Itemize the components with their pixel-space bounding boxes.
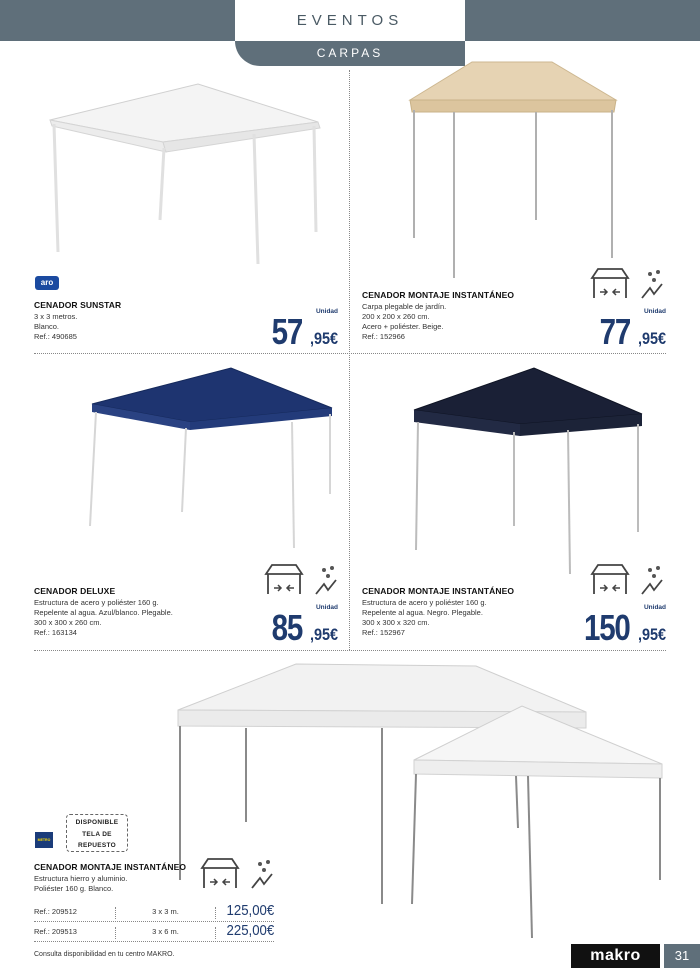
page-header xyxy=(0,0,700,66)
ref-size: 3 x 3 m. xyxy=(116,907,216,919)
product-detail: Estructura de acero y poliéster 160 g. xyxy=(362,598,487,607)
tent-image-white-large xyxy=(176,660,666,940)
product-icons-3 xyxy=(262,562,342,602)
water-repellent-icon xyxy=(642,270,662,298)
product-detail: 300 x 300 x 260 cm. xyxy=(34,618,102,627)
product-info-2 xyxy=(362,290,582,342)
price-tag-2 xyxy=(560,308,666,352)
product-icons-2 xyxy=(588,266,668,306)
product-icons-4 xyxy=(588,562,668,602)
folding-tent-icon xyxy=(592,269,628,298)
folding-tent-icon xyxy=(592,565,628,594)
product-detail: Estructura hierro y aluminio. xyxy=(34,874,128,883)
price-unit: Unidad xyxy=(315,604,338,611)
tent-image-white-gazebo xyxy=(48,82,328,272)
product-detail: Ref.: 152967 xyxy=(362,628,405,637)
product-name: CENADOR DELUXE xyxy=(34,586,116,596)
section-subtitle: CARPAS xyxy=(316,46,384,60)
price-tag-3 xyxy=(240,604,338,648)
water-repellent-icon xyxy=(252,860,272,888)
product-name: CENADOR MONTAJE INSTANTÁNEO xyxy=(34,862,187,872)
ref-code: Ref.: 209512 xyxy=(34,907,116,919)
stamp-line: REPUESTO xyxy=(77,842,117,849)
column-divider xyxy=(349,70,350,650)
reference-table xyxy=(34,902,274,942)
price-unit: Unidad xyxy=(315,308,338,315)
ref-size: 3 x 6 m. xyxy=(116,927,216,939)
water-repellent-icon xyxy=(642,566,662,594)
stamp-line: DISPONIBLE xyxy=(75,819,119,826)
product-detail: Ref.: 152966 xyxy=(362,332,405,341)
price-unit: Unidad xyxy=(643,604,666,611)
product-detail: Acero + poliéster. Beige. xyxy=(362,322,444,331)
price-decimal: ,95€ xyxy=(309,329,338,348)
price-tag-1 xyxy=(240,308,338,352)
tent-image-black-instant xyxy=(410,366,645,578)
price-decimal: ,95€ xyxy=(637,625,666,644)
footer-note: Consulta disponibilidad en tu centro MAKRO. xyxy=(34,951,175,958)
product-detail: Poliéster 160 g. Blanco. xyxy=(34,884,114,893)
product-name: CENADOR MONTAJE INSTANTÁNEO xyxy=(362,290,515,300)
product-detail: 3 x 3 metros. xyxy=(34,312,78,321)
price-tag-4 xyxy=(548,604,666,648)
product-name: CENADOR SUNSTAR xyxy=(34,300,122,310)
ref-price: 225,00€ xyxy=(226,922,274,939)
product-name: CENADOR MONTAJE INSTANTÁNEO xyxy=(362,586,515,596)
row-divider xyxy=(34,650,666,651)
product-detail: Ref.: 490685 xyxy=(34,332,77,341)
tent-image-blue-deluxe xyxy=(86,366,336,550)
water-repellent-icon xyxy=(316,566,336,594)
ref-price: 125,00€ xyxy=(226,902,274,919)
price-integer: 85 xyxy=(271,607,302,648)
product-info-5 xyxy=(34,862,214,894)
table-row xyxy=(34,922,274,942)
ref-code: Ref.: 209513 xyxy=(34,927,116,939)
price-integer: 57 xyxy=(271,311,302,352)
product-detail: 200 x 200 x 260 cm. xyxy=(362,312,430,321)
product-detail: Estructura de acero y poliéster 160 g. xyxy=(34,598,159,607)
page-number: 31 xyxy=(664,944,700,968)
row-divider xyxy=(34,353,666,354)
section-title: EVENTOS xyxy=(296,12,404,29)
product-detail: Repelente al agua. Azul/blanco. Plegable. xyxy=(34,608,173,617)
metro-logo: METRO xyxy=(35,832,53,848)
product-detail: Blanco. xyxy=(34,322,60,331)
spare-fabric-stamp xyxy=(66,814,128,852)
price-decimal: ,95€ xyxy=(309,625,338,644)
price-unit: Unidad xyxy=(643,308,666,315)
price-integer: 77 xyxy=(599,311,630,352)
aro-logo: aro xyxy=(35,276,59,290)
product-detail: 300 x 300 x 320 cm. xyxy=(362,618,430,627)
folding-tent-icon xyxy=(266,565,302,594)
table-row xyxy=(34,902,274,922)
product-info-1 xyxy=(34,300,234,342)
tent-image-beige-instant xyxy=(402,60,622,280)
product-detail: Repelente al agua. Negro. Plegable. xyxy=(362,608,483,617)
price-decimal: ,95€ xyxy=(637,329,666,348)
product-info-3 xyxy=(34,586,254,638)
price-integer: 150 xyxy=(584,607,630,648)
makro-logo: makro xyxy=(571,944,660,968)
product-detail: Ref.: 163134 xyxy=(34,628,77,637)
stamp-line: TELA DE xyxy=(82,830,112,838)
product-detail: Carpa plegable de jardín. xyxy=(362,302,447,311)
